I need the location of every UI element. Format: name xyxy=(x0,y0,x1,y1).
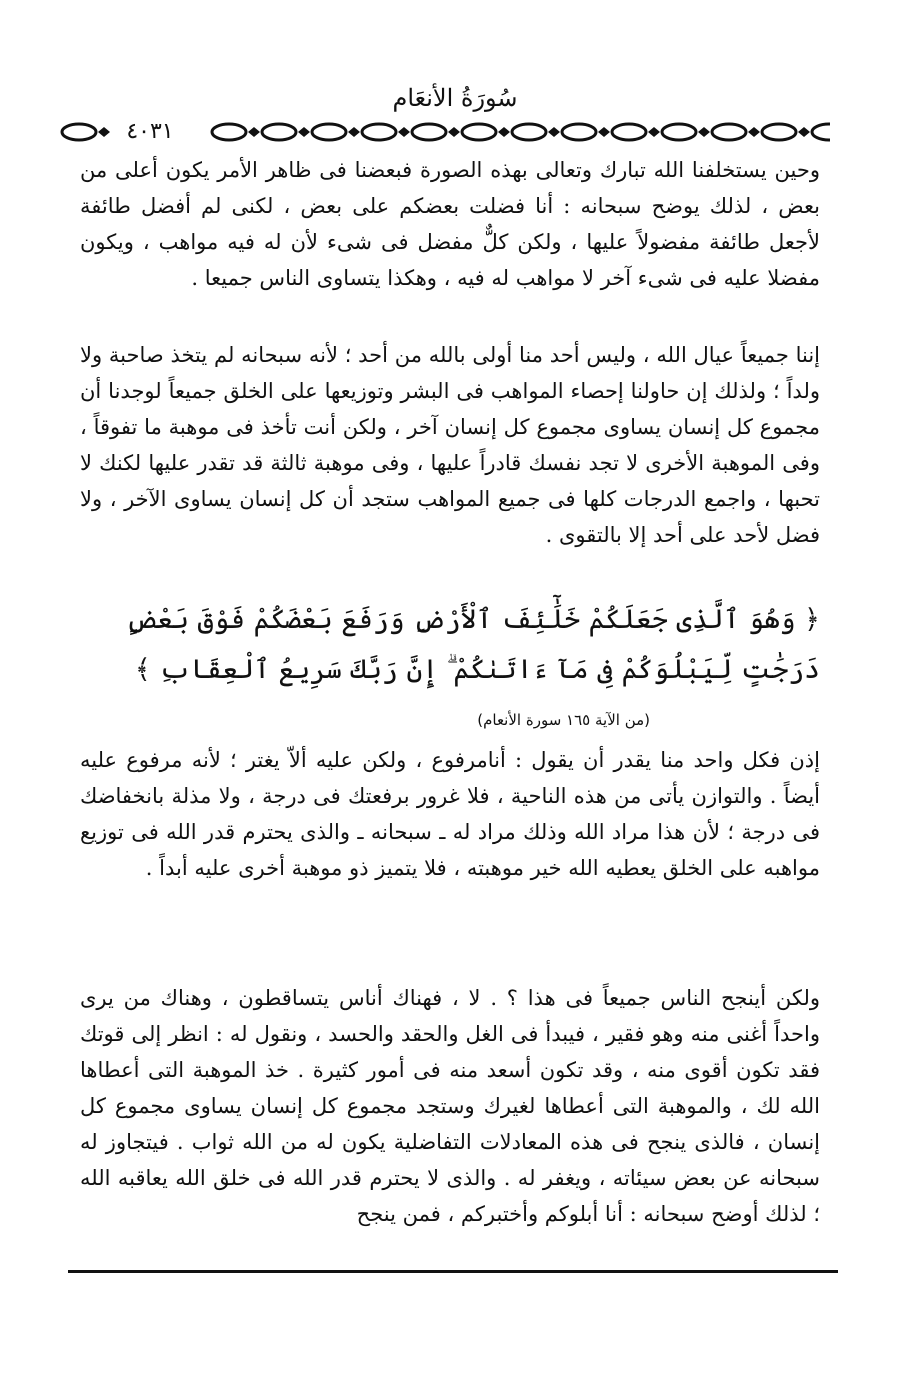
page-number: ٤٠٣١ xyxy=(120,118,180,146)
bottom-rule xyxy=(68,1270,838,1273)
surah-title: سُورَةُ الأنعَام xyxy=(392,84,518,112)
paragraph-1: وحين يستخلفنا الله تبارك وتعالى بهذه الصورة فبعضنا فى ظاهر الأمر يكون أعلى من بعض ، لذلك يوضح سبحانه : أنا فضلت بعضكم على بعض ، لكنى لم أفضل طائفة لأجعل طائفة مفضولاً عليها ، ولكن كلٌّ مفضل فى شىء لأن له فيه مواهب ، ويكون مفضلا عليه فى شىء آخر لا مواهب له فيه ، وهكذا يتساوى الناس جميعا . xyxy=(80,158,820,290)
quran-verse: ﴿ وَهُوَ ٱلَّذِى جَعَلَكُمْ خَلَٰٓئِفَ ٱلْأَرْضِ وَرَفَعَ بَعْضَكُمْ فَوْقَ بَعْضٍ دَرَجَٰتٍ لِّيَبْلُوَكُمْ فِى مَآ ءَاتَىٰكُمْ ۗ إِنَّ رَبَّكَ سَرِيعُ ٱلْعِقَابِ ﴾ xyxy=(125,604,820,685)
verse-reference: (من الآية ١٦٥ سورة الأنعام) xyxy=(477,711,650,729)
paragraph-3: إذن فكل واحد منا يقدر أن يقول : أنامرفوع ، ولكن عليه ألاّ يغتر ؛ لأنه مرفوع عليه أيضاً . والتوازن يأتى من هذه الناحية ، فلا غرور برفعتك فى درجة ، ولا مذلة بانخفاضك فى درجة ؛ لأن هذا مراد الله وذلك مراد له ـ سبحانه ـ والذى يحترم قدر الله فى توزيع مواهبه على الخلق يعطيه الله خير موهبته ، فلا يتميز ذو موهبة أخرى عليه أبداً . xyxy=(80,748,820,880)
paragraph-4: ولكن أينجح الناس جميعاً فى هذا ؟ . لا ، فهناك أناس يتساقطون ، وهناك من يرى واحداً أغنى منه وهو فقير ، فيبدأ فى الغل والحقد والحسد ، ونقول له : انظر إلى قوتك فقد تكون أقوى منه ، وقد تكون أسعد منه فى أمور كثيرة . خذ الموهبة التى أعطاها الله لك ، والموهبة التى أعطاها لغيرك وستجد مجموع كل إنسان يساوى مجموع كل إنسان ، فالذى ينجح فى هذه المعادلات التفاضلية يكون له من الله ثواب . فيتجاوز له سبحانه عن بعض سيئاته ، ويغفر له . والذى لا يحترم قدر الله فى خلق الله يعاقبه الله ؛ لذلك أوضح سبحانه : أنا أبلوكم وأختبركم ، فمن ينجح xyxy=(80,986,820,1226)
paragraph-2: إننا جميعاً عيال الله ، وليس أحد منا أولى بالله من أحد ؛ لأنه سبحانه لم يتخذ صاحبة ولا ولداً ؛ ولذلك إن حاولنا إحصاء المواهب فى البشر وتوزيعها على الخلق جميعاً لوجدنا أن مجموع كل إنسان يساوى مجموع كل إنسان آخر ، ولكن أنت تأخذ فى موهبة ما تفوقاً ، وفى الموهبة الأخرى لا تجد نفسك قادراً عليها ، وفى موهبة ثالثة قد تقدر عليها لكنك لا تحبها ، واجمع الدرجات كلها فى جميع المواهب ستجد أن كل إنسان يساوى الآخر ، ولا فضل لأحد على أحد إلا بالتقوى . xyxy=(80,343,820,547)
